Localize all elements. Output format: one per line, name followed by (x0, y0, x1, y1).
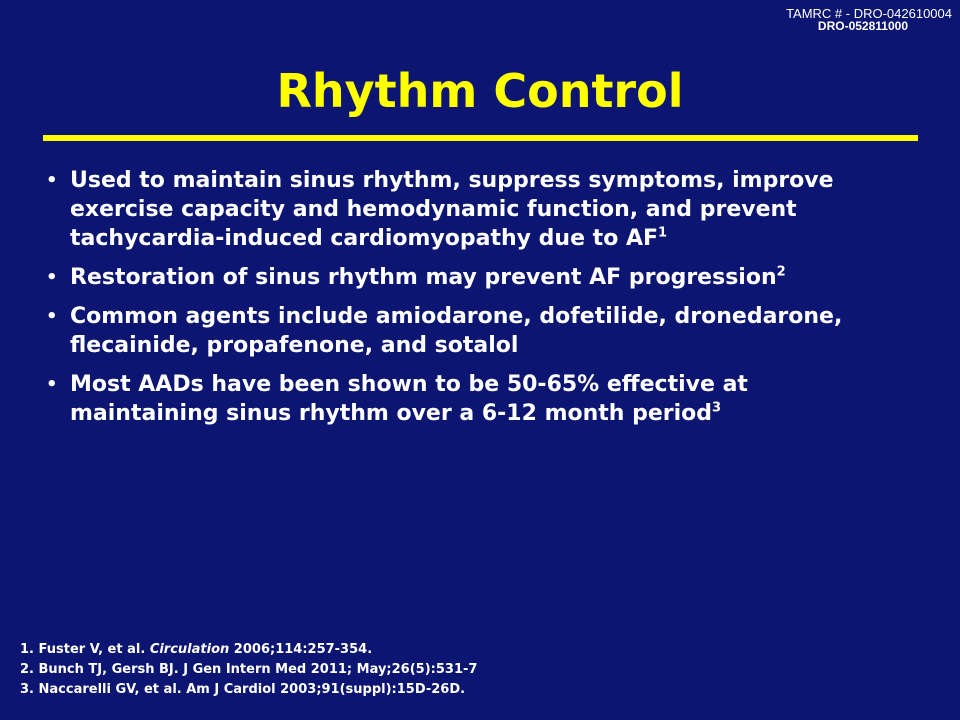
bullet-list (0, 166, 900, 438)
slide-title: Rhythm Control (276, 64, 684, 118)
reference-citation: 2006;114:257-354. (229, 642, 373, 657)
citation-superscript: 3 (712, 400, 722, 416)
title-underline (43, 135, 918, 141)
reference-text: 3. Naccarelli GV, et al. Am J Cardiol 2003;91(suppl):15D-26D. (20, 682, 466, 697)
document-stamp-top: TAMRC # - DRO-042610004 (786, 6, 952, 21)
reference-journal: Circulation (149, 642, 230, 657)
bullet-dot-icon: • (46, 267, 58, 288)
bullet-text: Used to maintain sinus rhythm, suppress symptoms, improve exercise capacity and hemodynamic function, and prevent tachycardia-induced cardiomyopathy due to AF (70, 168, 834, 251)
citation-superscript: 1 (658, 225, 668, 241)
bullet-text: Common agents include amiodarone, dofetilide, dronedarone, flecainide, propafenone, and sotalol (70, 304, 843, 358)
reference-item (20, 660, 720, 680)
bullet-dot-icon: • (46, 306, 58, 327)
bullet-item (0, 166, 900, 253)
bullet-dot-icon: • (46, 374, 58, 395)
citation-superscript: 2 (776, 264, 786, 280)
bullet-item (0, 263, 900, 292)
reference-text: 1. Fuster V, et al. (20, 642, 150, 657)
document-stamp-bottom: DRO-052811000 (817, 19, 908, 33)
reference-item (20, 640, 720, 660)
bullet-item (0, 370, 900, 428)
bullet-text: Most AADs have been shown to be 50-65% effective at maintaining sinus rhythm over a 6-12 month period (70, 372, 748, 426)
reference-item (20, 680, 720, 700)
bullet-item (0, 302, 900, 360)
reference-text: 2. Bunch TJ, Gersh BJ. J Gen Intern Med 2011; May;26(5):531-7 (20, 662, 478, 677)
bullet-dot-icon: • (46, 170, 58, 191)
reference-list (20, 640, 720, 700)
bullet-text: Restoration of sinus rhythm may prevent AF progression (70, 265, 777, 290)
